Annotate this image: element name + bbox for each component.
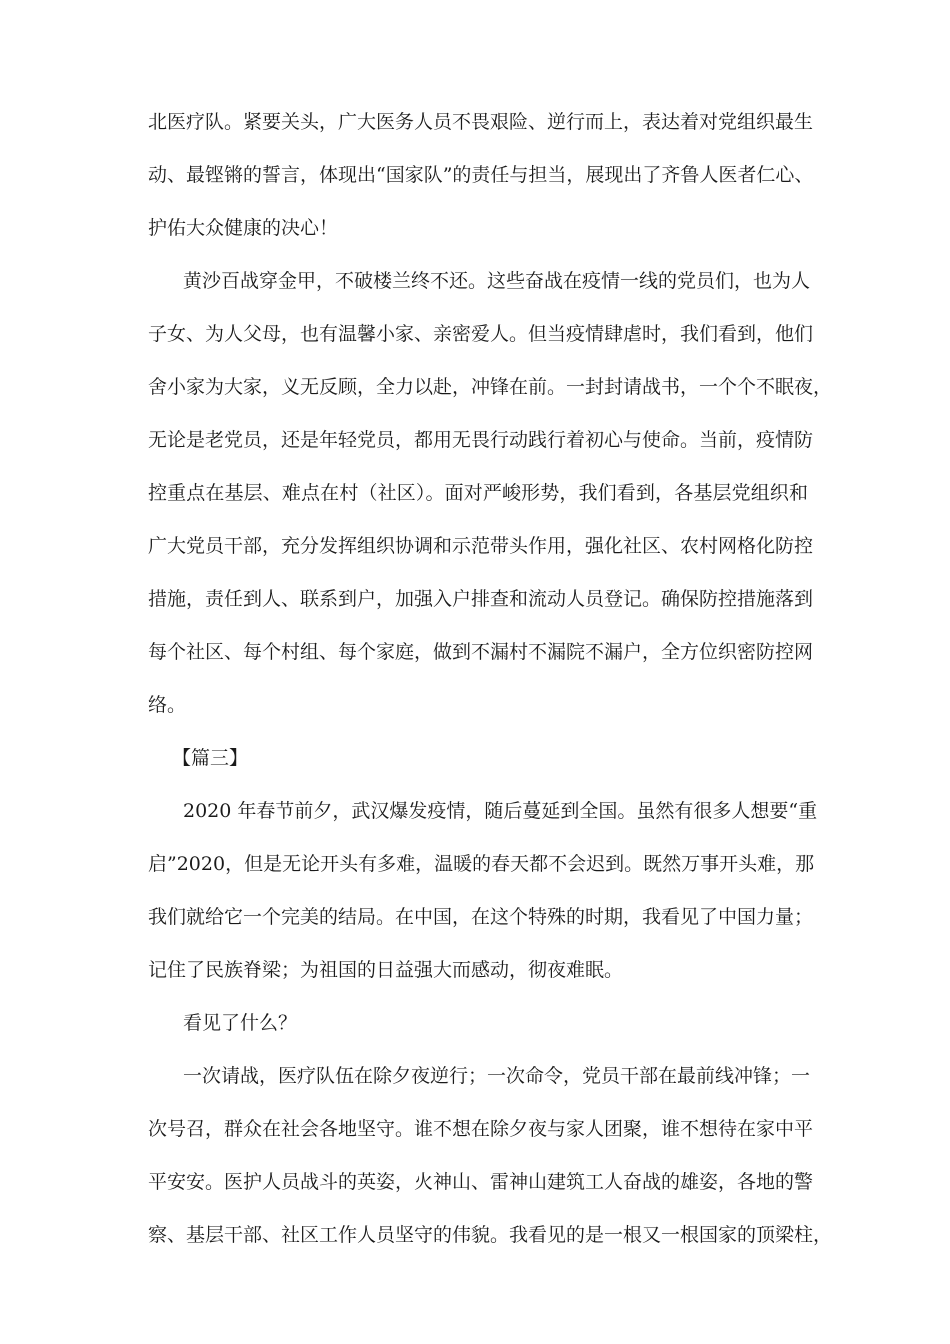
paragraph-line: 每个社区、每个村组、每个家庭，做到不漏村不漏院不漏户，全方位织密防控网 [148,641,814,663]
paragraph-line: 动、最铿锵的誓言，体现出“国家队”的责任与担当，展现出了齐鲁人医者仁心、 [148,164,814,186]
paragraph-line: 子女、为人父母，也有温馨小家、亲密爱人。但当疫情肆虐时，我们看到，他们 [148,323,814,345]
paragraph-line: 护佑大众健康的决心！ [148,217,339,239]
paragraph-line: 一次请战，医疗队伍在除夕夜逆行；一次命令，党员干部在最前线冲锋；一 [183,1065,811,1087]
section-heading: 【篇三】 [172,747,249,769]
paragraph-line: 络。 [148,694,187,716]
paragraph-line: 北医疗队。紧要关头，广大医务人员不畏艰险、逆行而上，表达着对党组织最生 [148,111,814,133]
paragraph-line: 控重点在基层、难点在村（社区）。面对严峻形势，我们看到，各基层党组织和 [148,482,808,504]
paragraph-line: 次号召，群众在社会各地坚守。谁不想在除夕夜与家人团聚，谁不想待在家中平 [148,1118,814,1140]
paragraph-line: 启”2020，但是无论开头有多难，温暖的春天都不会迟到。既然万事开头难，那 [148,853,815,875]
paragraph-line: 看见了什么？ [183,1012,298,1034]
paragraph-line: 平安安。医护人员战斗的英姿，火神山、雷神山建筑工人奋战的雄姿，各地的警 [148,1171,814,1193]
paragraph-line: 察、基层干部、社区工作人员坚守的伟貌。我看见的是一根又一根国家的顶梁柱， [148,1224,833,1246]
paragraph-line: 措施，责任到人、联系到户，加强入户排查和流动人员登记。确保防控措施落到 [148,588,814,610]
paragraph-line: 记住了民族脊梁；为祖国的日益强大而感动，彻夜难眠。 [148,959,624,981]
paragraph-line: 广大党员干部，充分发挥组织协调和示范带头作用，强化社区、农村网格化防控 [148,535,814,557]
paragraph-line: 我们就给它一个完美的结局。在中国，在这个特殊的时期，我看见了中国力量； [148,906,814,928]
paragraph-line: 黄沙百战穿金甲，不破楼兰终不还。这些奋战在疫情一线的党员们，也为人 [183,270,811,292]
paragraph-line: 舍小家为大家，义无反顾，全力以赴，冲锋在前。一封封请战书，一个个不眠夜， [148,376,833,398]
paragraph-line: 无论是老党员，还是年轻党员，都用无畏行动践行着初心与使命。当前，疫情防 [148,429,814,451]
paragraph-line: 2020 年春节前夕，武汉爆发疫情，随后蔓延到全国。虽然有很多人想要“重 [183,800,818,822]
